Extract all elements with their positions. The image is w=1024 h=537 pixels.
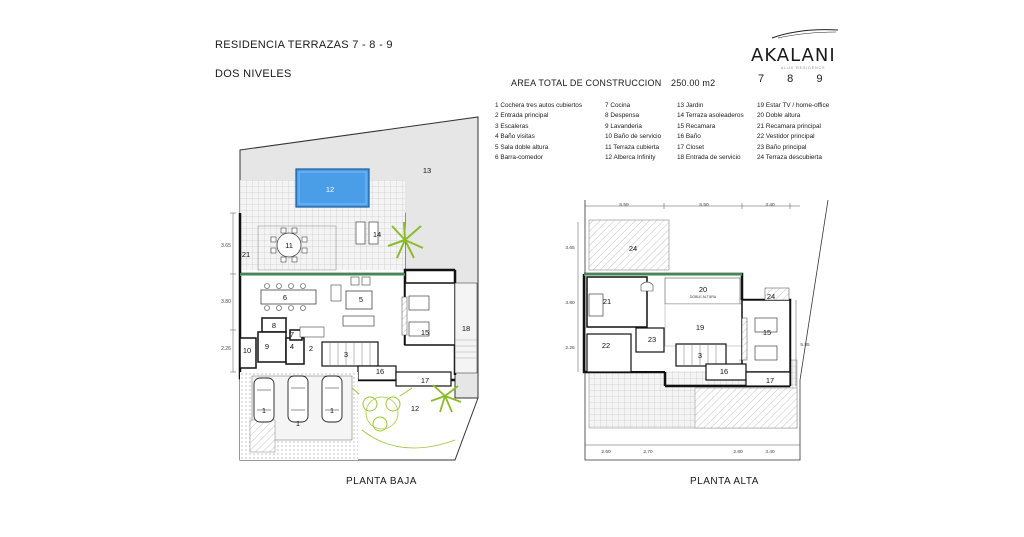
upper-floor-plan xyxy=(565,200,828,460)
room-1-label-a: 1 xyxy=(261,406,267,415)
dim-label: 5.50 xyxy=(699,203,709,208)
dim-label: 3.65 xyxy=(221,243,231,249)
dim-label: 2.60 xyxy=(601,450,611,455)
upper-room-16-label: 16 xyxy=(719,367,729,376)
dim-label: 3.40 xyxy=(765,450,775,455)
upper-room-15-label: 15 xyxy=(762,328,772,337)
room-10-label: 10 xyxy=(242,346,252,355)
room-14-label: 14 xyxy=(372,230,382,239)
legend-item: 2 Entrada principal xyxy=(495,112,549,120)
legend-item: 10 Baño de servicio xyxy=(605,133,662,141)
room-2-label: 2 xyxy=(308,344,314,353)
legend-item: 12 Alberca Infinity xyxy=(605,154,656,162)
room-16-label: 16 xyxy=(375,367,385,376)
upper-room-24b-label: 24 xyxy=(766,292,776,301)
room-17-label: 17 xyxy=(420,376,430,385)
upper-room-17-label: 17 xyxy=(765,376,775,385)
legend-item: 4 Baño visitas xyxy=(495,133,535,141)
upper-room-22-label: 22 xyxy=(601,341,611,350)
room-7-label: 7 xyxy=(289,330,295,339)
brand-tagline: ALUX RESIDENCE xyxy=(781,66,826,70)
legend-item: 9 Lavanderia xyxy=(605,122,642,130)
room-12-label: 12 xyxy=(325,185,335,194)
upper-room-21-label: 21 xyxy=(602,297,612,306)
legend-item: 8 Despensa xyxy=(605,112,640,120)
legend-item: 6 Barra-comedor xyxy=(495,154,543,162)
dim-label: 2.26 xyxy=(221,346,231,352)
legend-item: 19 Estar TV / home-office xyxy=(757,102,830,109)
legend-item: 1 Cochera tres autos cubiertos xyxy=(495,102,583,109)
upper-room-24-label: 24 xyxy=(628,244,638,253)
dim-label: 2.26 xyxy=(565,346,575,351)
legend-item: 13 Jardin xyxy=(677,102,704,109)
room-11-label: 11 xyxy=(285,241,293,250)
tree-icon xyxy=(352,388,412,431)
room-13-label: 13 xyxy=(422,166,432,175)
room-9-label: 9 xyxy=(264,342,270,351)
area-value: 250.00 m2 xyxy=(671,78,716,88)
dim-label: 3.65 xyxy=(565,246,575,251)
upper-room-19-label: 19 xyxy=(695,323,705,332)
room-1-label-b: 1 xyxy=(295,419,301,428)
room-12-entry-label: 12 xyxy=(410,404,420,413)
levels-label: DOS NIVELES xyxy=(215,68,292,80)
room-1-label-c: 1 xyxy=(329,406,335,415)
room-5-label: 5 xyxy=(358,295,364,304)
dim-label: 3.40 xyxy=(765,203,775,208)
brand-units: 7 8 9 xyxy=(758,73,833,85)
legend-item: 14 Terraza asoleaderos xyxy=(677,112,744,120)
room-4-label: 4 xyxy=(289,342,295,351)
legend-item: 11 Terraza cubierta xyxy=(605,143,660,151)
upper-floor-title: PLANTA ALTA xyxy=(690,476,759,487)
dim-label: 3.80 xyxy=(565,301,575,306)
dim-label: 2.70 xyxy=(643,450,653,455)
legend-item: 18 Entrada de servicio xyxy=(677,154,741,162)
room-18-label: 18 xyxy=(461,324,471,333)
room-6-label: 6 xyxy=(282,293,288,302)
legend-item: 7 Cocina xyxy=(605,102,631,109)
room-15-label: 15 xyxy=(420,328,430,337)
legend-item: 16 Baño xyxy=(677,133,701,141)
ground-floor-title: PLANTA BAJA xyxy=(346,476,417,487)
legend-item: 20 Doble altura xyxy=(757,112,801,120)
legend-item: 23 Baño principal xyxy=(757,143,807,151)
project-title: RESIDENCIA TERRAZAS 7 - 8 - 9 xyxy=(215,39,393,51)
dim-label: 2.80 xyxy=(733,450,743,455)
legend-item: 3 Escaleras xyxy=(495,122,529,130)
ground-floor-plan xyxy=(221,117,478,460)
upper-room-20-label: 20 xyxy=(698,285,708,294)
legend-item: 17 Closet xyxy=(677,143,704,151)
dim-label: 5.85 xyxy=(800,343,810,348)
ground-stairs xyxy=(322,342,378,366)
room-21-label: 21 xyxy=(241,250,251,259)
legend-item: 22 Vestidor principal xyxy=(757,133,815,141)
area-label: AREA TOTAL DE CONSTRUCCION xyxy=(511,78,662,88)
upper-room-3-label: 3 xyxy=(697,351,703,360)
room-3-label: 3 xyxy=(343,350,349,359)
car-icons xyxy=(254,376,342,422)
legend-item: 5 Sala doble altura xyxy=(495,143,549,151)
brand-name: AKALANI xyxy=(751,45,836,66)
room-8-label: 8 xyxy=(271,321,277,330)
dim-label: 5.59 xyxy=(619,203,629,208)
legend-item: 21 Recamara principal xyxy=(757,122,821,130)
upper-room-20-sub: DOBLE ALTURA xyxy=(689,295,717,299)
upper-room-23-label: 23 xyxy=(647,335,657,344)
legend-item: 24 Terraza descubierta xyxy=(757,154,822,162)
legend-item: 15 Recamara xyxy=(677,122,716,130)
dim-label: 3.80 xyxy=(221,299,231,305)
dining-table xyxy=(261,290,316,304)
